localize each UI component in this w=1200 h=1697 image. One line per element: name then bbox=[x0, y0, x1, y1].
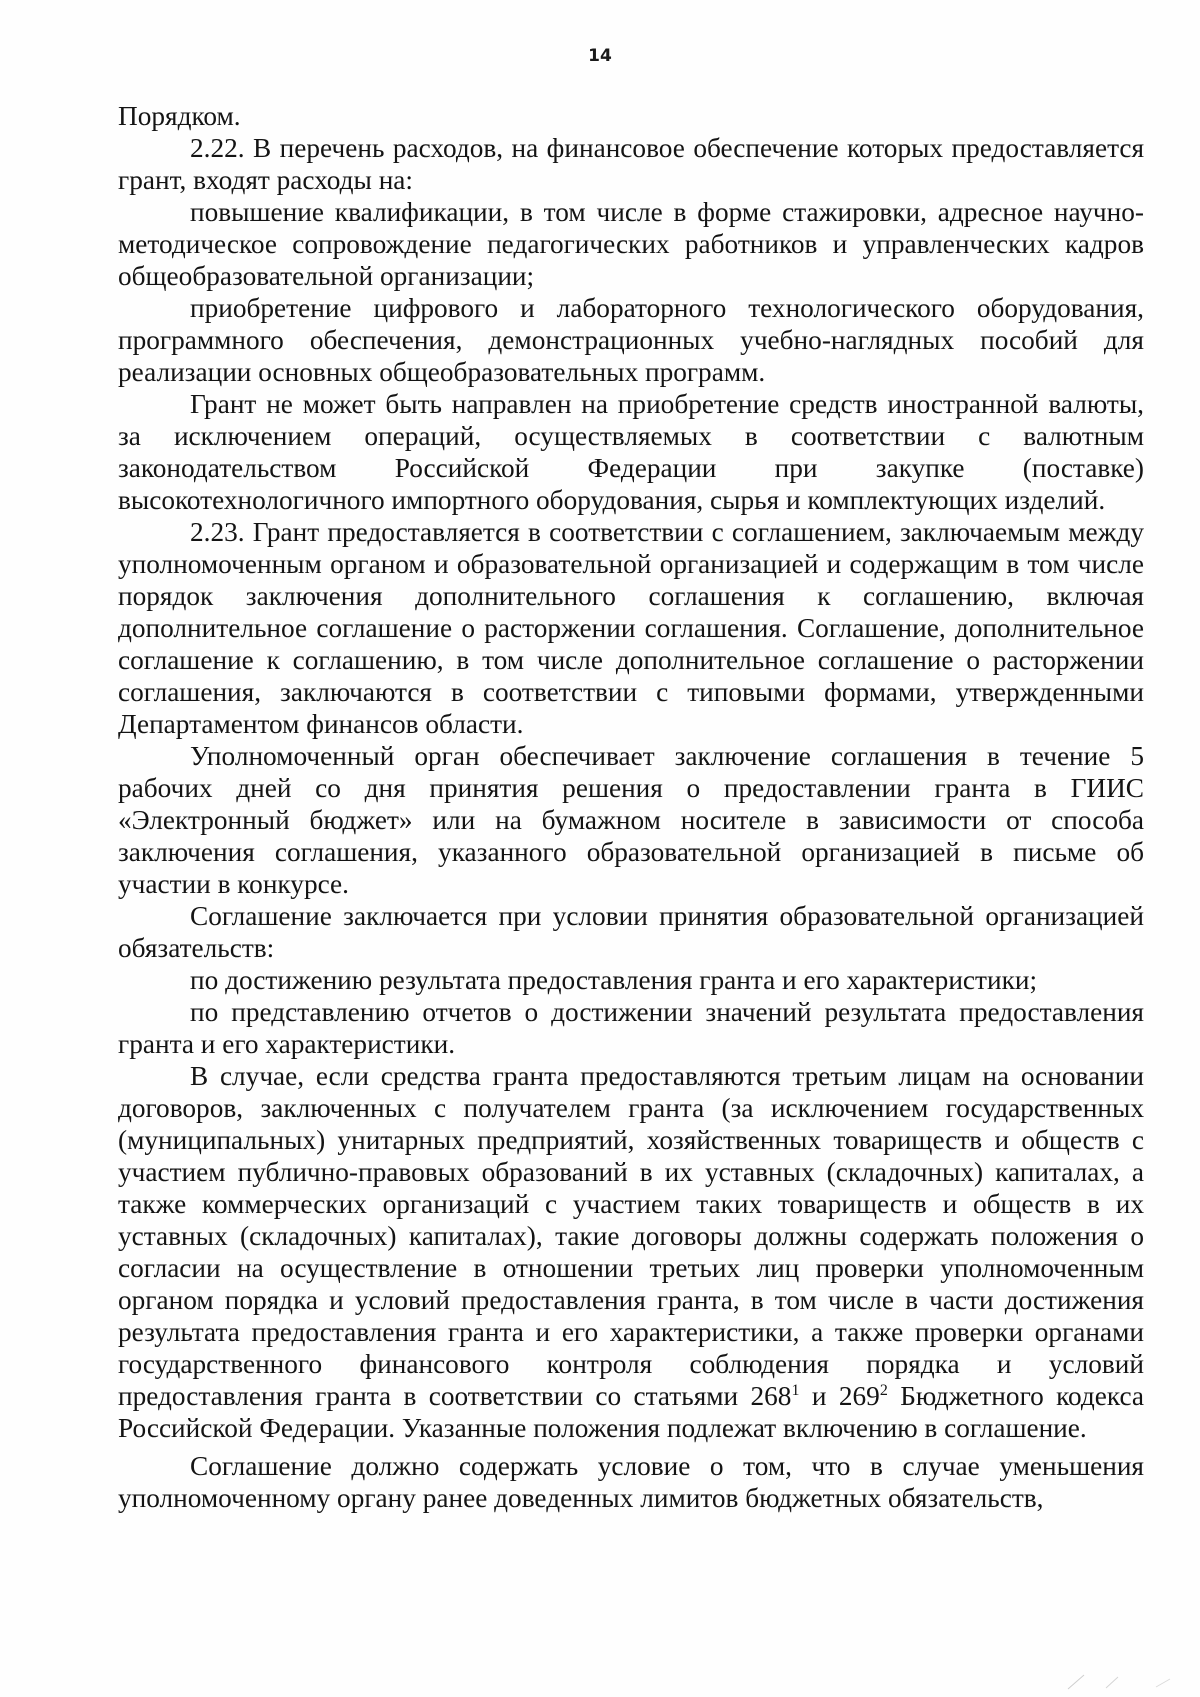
paragraph-section-2-22: 2.22. В перечень расходов, на финансовое обеспечение которых предоставляется грант, входят расходы на: bbox=[118, 133, 1144, 195]
paragraph: по представлению отчетов о достижении значений результата предоставления гранта и его характеристики. bbox=[118, 997, 1144, 1059]
paragraph: по достижению результата предоставления гранта и его характеристики; bbox=[190, 965, 1038, 995]
paragraph: Соглашение должно содержать условие о том, что в случае уменьшения уполномоченному органу ранее доведенных лимитов бюджетных обязательств, bbox=[118, 1451, 1144, 1513]
paragraph: приобретение цифрового и лабораторного технологического оборудования, программного обеспечения, демонстрационных учебно-наглядных пособий для реализации основных общеобразовательных программ. bbox=[118, 293, 1144, 387]
document-body bbox=[118, 100, 1144, 1514]
paragraph-third-parties bbox=[118, 1060, 1144, 1444]
paragraph-section-2-23: 2.23. Грант предоставляется в соответствии с соглашением, заключаемым между уполномоченным органом и образовательной организацией и содержащим в том числе порядок заключения дополнительного соглашения к соглашению, включая дополнительное соглашение о расторжении соглашения. Соглашение, дополнительное соглашение к соглашению, в том числе дополнительное соглашение о расторжении соглашения, заключаются в соответствии с типовыми формами, утвержденными Департаментом финансов области. bbox=[118, 517, 1144, 739]
superscript: 1 bbox=[791, 1382, 800, 1399]
paragraph: Соглашение заключается при условии принятия образовательной организацией обязательств: bbox=[118, 901, 1144, 963]
superscript: 2 bbox=[879, 1382, 888, 1399]
paragraph: повышение квалификации, в том числе в форме стажировки, адресное научно-методическое сопровождение педагогических работников и управленческих кадров общеобразовательной организации; bbox=[118, 197, 1144, 291]
scan-artifact bbox=[1066, 1671, 1186, 1691]
connector-text: и bbox=[799, 1381, 839, 1411]
paragraph-text: В случае, если средства гранта предоставляются третьим лицам на основании договоров, заключенных с получателем гранта (за исключением государственных (муниципальных) унитарных предприятий, хозяйственных товариществ и обществ с участием публично-правовых образований в их уставных (складочных) капиталах, а также коммерческих организаций с участием таких товариществ и обществ в их уставных (складочных) капиталах), такие договоры должны содержать положения о согласии на осуществление в отношении третьих лиц проверки уполномоченным органом порядка и условий предоставления гранта, в том числе в части достижения результата предоставления гранта и его характеристики, а также проверки органами государственного финансового контроля соблюдения порядка и условий предоставления гранта в соответствии со статьями 268 bbox=[118, 1061, 1144, 1411]
paragraph: Порядком. bbox=[118, 101, 241, 131]
page-number: 14 bbox=[588, 46, 612, 66]
statute-ref: 269 bbox=[838, 1381, 880, 1411]
paragraph: Уполномоченный орган обеспечивает заключение соглашения в течение 5 рабочих дней со дня принятия решения о предоставлении гранта в ГИИС «Электронный бюджет» или на бумажном носителе в зависимости от способа заключения соглашения, указанного образовательной организацией в письме об участии в конкурсе. bbox=[118, 741, 1144, 899]
paragraph-tail: Бюджетного кодекса Российской Федерации. Указанные положения подлежат включению в соглашение. bbox=[118, 1381, 1145, 1443]
paragraph: Грант не может быть направлен на приобретение средств иностранной валюты, за исключением операций, осуществляемых в соответствии с валютным законодательством Российской Федерации при закупке (поставке) высокотехнологичного импортного оборудования, сырья и комплектующих изделий. bbox=[118, 389, 1144, 515]
